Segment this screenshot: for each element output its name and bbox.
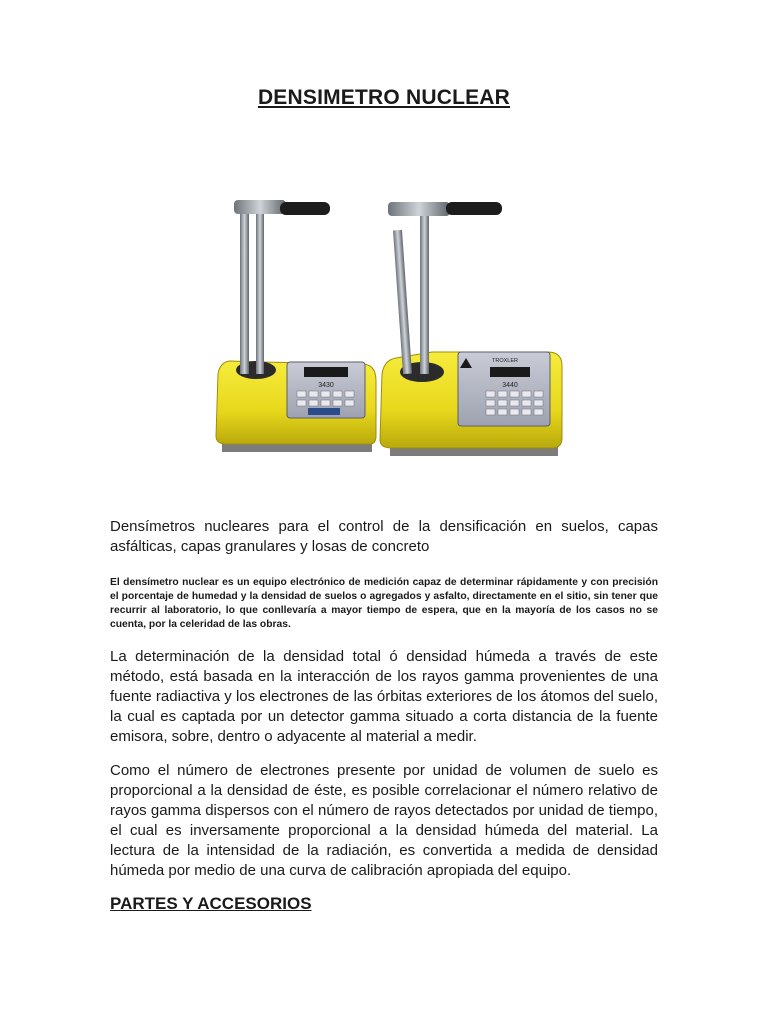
intro-paragraph: Densímetros nucleares para el control de la densificación en suelos, capas asfálticas, capas granulares y losas de concreto xyxy=(110,518,658,555)
section-heading: PARTES Y ACCESORIOS xyxy=(110,894,312,913)
body-paragraph-density: La determinación de la densidad total ó densidad húmeda a través de este método, está basada en la interacción de los rayos gamma provenientes de una fuente radiactiva y los electrones de las órbitas exteriores de los átomos del suelo, la cual es captada por un detector gamma situado a corta distancia de la fuente emisora, sobre, dentro o adyacente al material a medir. xyxy=(110,648,658,745)
nuclear-gauges-photo xyxy=(200,186,580,466)
document-title: DENSIMETRO NUCLEAR xyxy=(257,86,511,109)
gauge-left xyxy=(216,200,376,452)
right-model-label: 3440 xyxy=(502,382,518,389)
left-model-label: 3430 xyxy=(318,382,334,389)
gauge-right xyxy=(380,202,562,456)
body-paragraph-electrons: Como el número de electrones presente por unidad de volumen de suelo es proporcional a la densidad de éste, es posible correlacionar el número relativo de rayos gamma dispersos con el número de rayos detectados por unidad de tiempo, el cual es inversamente proporcional a la densidad húmeda del material. La lectura de la intensidad de la radiación, es convertida a medida de densidad húmeda por medio de una curva de calibración apropiada del equipo. xyxy=(110,762,658,879)
brand-label: TROXLER xyxy=(492,358,518,364)
definition-paragraph: El densímetro nuclear es un equipo electrónico de medición capaz de determinar rápidamente y con precisión el porcentaje de humedad y la densidad de suelos o agregados y asfalto, directamente en el sitio, sin tener que recurrir al laboratorio, lo que conllevaría a mayor tiempo de espera, que en la mayoría de los casos no se cuenta, por la celeridad de las obras. xyxy=(110,577,658,630)
